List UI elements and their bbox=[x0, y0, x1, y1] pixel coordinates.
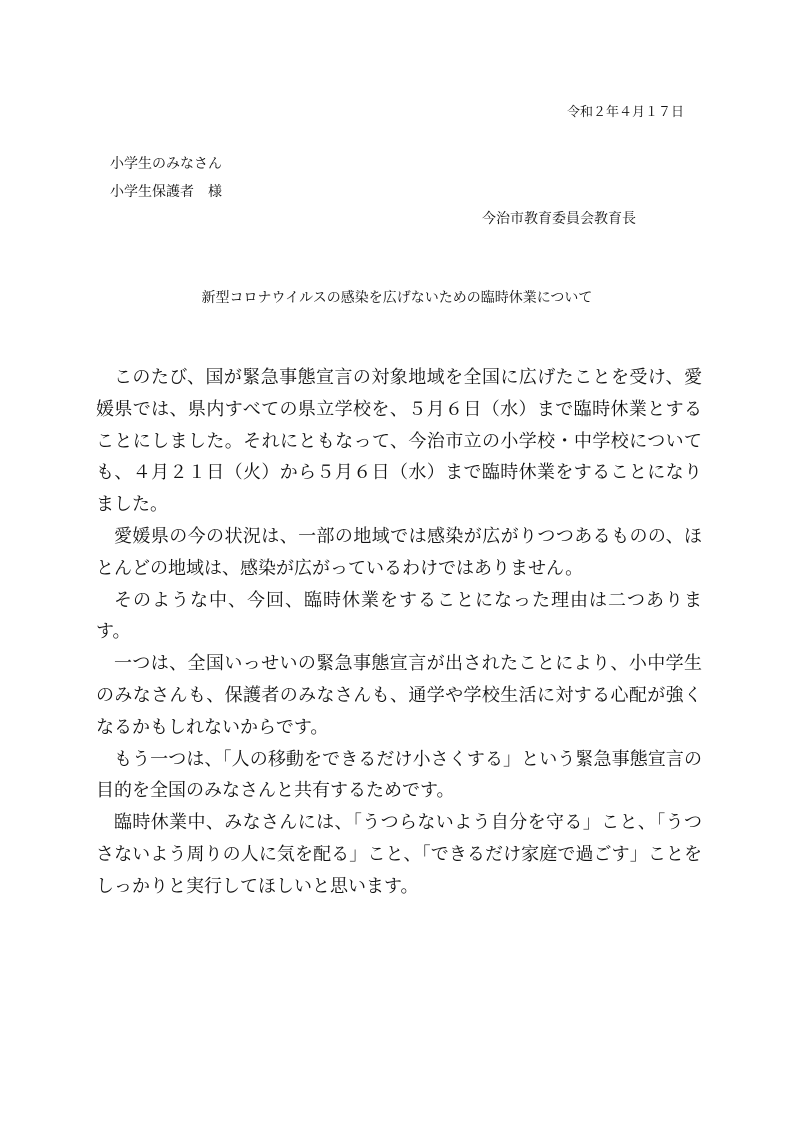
letter-title: 新型コロナウイルスの感染を広げないための臨時休業について bbox=[201, 290, 593, 306]
letter-date: 令和２年４月１７日 bbox=[566, 105, 684, 120]
recipient-guardians: 小学生保護者 様 bbox=[110, 184, 222, 200]
paragraph: そのような中、今回、臨時休業をすることになった理由は二つあります。 bbox=[96, 589, 702, 643]
paragraph: このたび、国が緊急事態宣言の対象地域を全国に広げたことを受け、愛媛県では、県内すべての県立学校を、５月６日（水）まで臨時休業とすることにしました。それにともなって、今治市立の小学校・中学校についても、４月２１日（火）から５月６日（水）まで臨時休業をすることになりました。 bbox=[96, 367, 702, 516]
paragraph: 愛媛県の今の状況は、一部の地域では感染が広がりつつあるものの、ほとんどの地域は、感染が広がっているわけではありません。 bbox=[96, 525, 702, 579]
paragraph: 一つは、全国いっせいの緊急事態宣言が出されたことにより、小中学生のみなさんも、保護者のみなさんも、通学や学校生活に対する心配が強くなるかもしれないからです。 bbox=[96, 653, 702, 738]
paragraph: もう一つは、「人の移動をできるだけ小さくする」という緊急事態宣言の目的を全国のみなさんと共有するためです。 bbox=[96, 748, 702, 802]
letter-sender: 今治市教育委員会教育長 bbox=[482, 211, 636, 227]
paragraph: 臨時休業中、みなさんには、「うつらないよう自分を守る」こと、「うつさないよう周りの人に気を配る」こと、「できるだけ家庭で過ごす」ことをしっかりと実行してほしいと思います。 bbox=[96, 812, 702, 897]
recipient-students: 小学生のみなさん bbox=[110, 156, 222, 172]
letter-body bbox=[96, 362, 702, 903]
